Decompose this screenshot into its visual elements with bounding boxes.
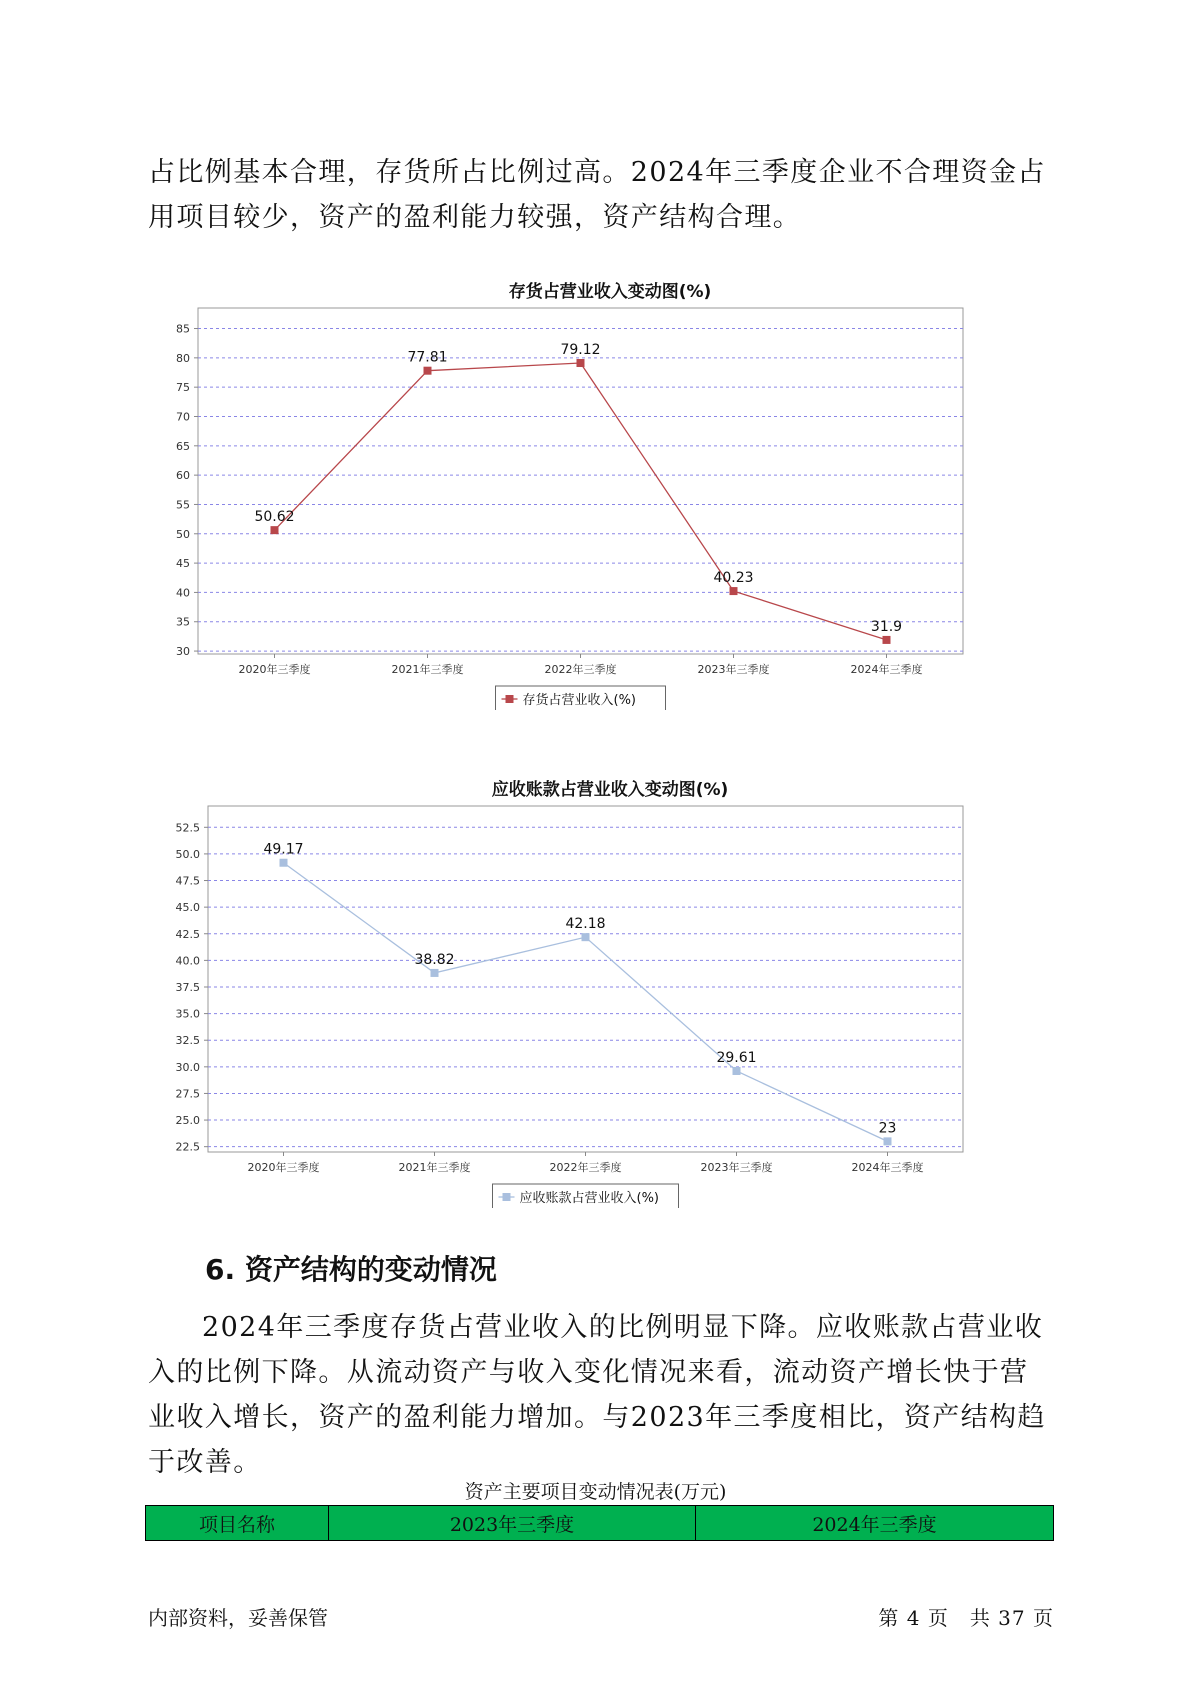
y-tick-label: 30.0 [175, 1060, 200, 1074]
plot-area [208, 806, 963, 1152]
y-tick-label: 40.0 [175, 954, 200, 968]
y-tick-label: 45 [176, 557, 190, 571]
intro-paragraph: 占比例基本合理，存货所占比例过高。2024年三季度企业不合理资金占用项目较少，资产的盈利能力较强，资产结构合理。 [148, 157, 1046, 233]
y-tick-label: 32.5 [175, 1034, 200, 1048]
asset-items-table [145, 1505, 1054, 1541]
x-tick-label: 2022年三季度 [544, 663, 617, 676]
table-caption: 资产主要项目变动情况表(万元) [464, 1481, 727, 1503]
legend-label: 应收账款占营业收入(%) [519, 1191, 659, 1206]
x-tick-label: 2021年三季度 [391, 663, 464, 676]
x-tick-label: 2022年三季度 [549, 1161, 622, 1174]
data-label: 50.62 [254, 509, 295, 526]
y-tick-label: 35 [176, 615, 190, 629]
header-2023q3: 2023年三季度 [329, 1506, 696, 1541]
analysis-paragraph: 2024年三季度存货占营业收入的比例明显下降。应收账款占营业收入的比例下降。从流动资产与收入变化情况来看，流动资产增长快于营业收入增长，资产的盈利能力增加。与2023年三季度相比，资产结构趋于改善。 [148, 1312, 1046, 1478]
y-tick-label: 37.5 [175, 980, 200, 994]
data-label: 23 [878, 1120, 897, 1137]
x-tick-label: 2020年三季度 [247, 1161, 320, 1174]
data-label: 79.12 [560, 342, 601, 359]
data-point [582, 933, 590, 941]
x-tick-label: 2020年三季度 [238, 663, 311, 676]
data-label: 77.81 [407, 349, 448, 366]
legend-label: 存货占营业收入(%) [522, 693, 636, 708]
y-tick-label: 40 [176, 586, 190, 600]
receivables-ratio-chart [150, 798, 1030, 1208]
y-tick-label: 60 [176, 469, 190, 483]
data-label: 29.61 [716, 1049, 757, 1066]
legend-marker [503, 1193, 511, 1201]
data-point [884, 1137, 892, 1145]
y-tick-label: 42.5 [175, 927, 200, 941]
data-label: 40.23 [713, 570, 754, 587]
y-tick-label: 35.0 [175, 1007, 200, 1021]
footer-page-number: 第 4 页 共 37 页 [878, 1606, 1054, 1630]
y-tick-label: 45.0 [175, 901, 200, 915]
y-tick-label: 70 [176, 410, 190, 424]
y-tick-label: 65 [176, 439, 190, 453]
inventory-ratio-chart [150, 300, 1030, 710]
section-heading: 6. 资产结构的变动情况 [205, 1253, 497, 1286]
y-tick-label: 85 [176, 322, 190, 336]
x-tick-label: 2023年三季度 [697, 663, 770, 676]
data-label: 38.82 [414, 951, 455, 968]
data-label: 42.18 [565, 916, 606, 933]
x-tick-label: 2024年三季度 [851, 1161, 924, 1174]
chart-title-receivables: 应收账款占营业收入变动图(%) [491, 780, 729, 800]
header-2024q3: 2024年三季度 [696, 1506, 1054, 1541]
chart-title-inventory: 存货占营业收入变动图(%) [508, 282, 712, 302]
x-tick-label: 2024年三季度 [850, 663, 923, 676]
data-point [280, 859, 288, 867]
data-point [883, 636, 891, 644]
y-tick-label: 52.5 [175, 821, 200, 835]
y-tick-label: 25.0 [175, 1114, 200, 1128]
footer-confidential-note: 内部资料，妥善保管 [148, 1606, 328, 1630]
data-point [424, 367, 432, 375]
data-point [733, 1067, 741, 1075]
data-label: 49.17 [263, 841, 304, 858]
legend-marker [506, 695, 514, 703]
x-tick-label: 2023年三季度 [700, 1161, 773, 1174]
y-tick-label: 30 [176, 645, 190, 659]
y-tick-label: 50 [176, 527, 190, 541]
data-point [577, 359, 585, 367]
y-tick-label: 27.5 [175, 1087, 200, 1101]
data-point [730, 587, 738, 595]
y-tick-label: 80 [176, 351, 190, 365]
x-tick-label: 2021年三季度 [398, 1161, 471, 1174]
data-point [271, 526, 279, 534]
y-tick-label: 47.5 [175, 874, 200, 888]
data-point [431, 969, 439, 977]
y-tick-label: 55 [176, 498, 190, 512]
header-item-name: 项目名称 [146, 1506, 329, 1541]
y-tick-label: 75 [176, 381, 190, 395]
data-label: 31.9 [870, 618, 903, 635]
table-header-row [146, 1506, 1054, 1541]
y-tick-label: 50.0 [175, 847, 200, 861]
y-tick-label: 22.5 [175, 1140, 200, 1154]
